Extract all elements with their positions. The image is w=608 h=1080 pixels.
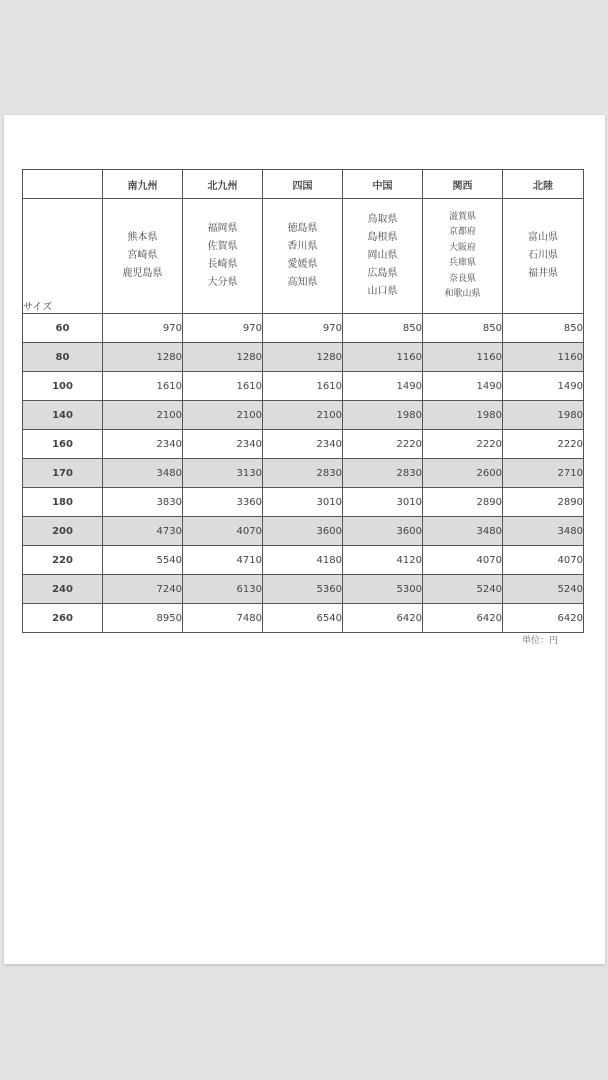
unit-note: 単位：円	[522, 636, 559, 646]
price-cell: 3600	[343, 517, 423, 546]
price-cell: 1160	[503, 343, 584, 372]
prefecture-name: 岡山県	[367, 250, 398, 261]
price-cell: 2830	[343, 459, 423, 488]
price-cell: 2890	[503, 488, 584, 517]
size-column-label: サイズ	[23, 199, 103, 314]
price-cell: 2100	[103, 401, 183, 430]
table-row	[23, 575, 584, 604]
region-header: 北陸	[503, 170, 584, 199]
prefecture-name: 大分県	[207, 277, 238, 288]
region-header: 南九州	[103, 170, 183, 199]
price-cell: 850	[343, 314, 423, 343]
price-cell: 3010	[343, 488, 423, 517]
price-cell: 6420	[423, 604, 503, 633]
price-cell: 3480	[423, 517, 503, 546]
prefecture-name: 福井県	[528, 268, 558, 279]
prefecture-name: 愛媛県	[287, 259, 318, 270]
price-cell: 970	[263, 314, 343, 343]
prefecture-list	[503, 199, 584, 314]
price-cell: 1280	[103, 343, 183, 372]
price-cell: 1980	[423, 401, 503, 430]
size-cell: 200	[23, 517, 103, 546]
prefecture-name: 和歌山県	[444, 289, 481, 299]
prefecture-name: 徳島県	[287, 223, 318, 234]
price-cell: 1610	[263, 372, 343, 401]
price-cell: 2890	[423, 488, 503, 517]
price-cell: 4710	[183, 546, 263, 575]
price-cell: 850	[503, 314, 584, 343]
size-cell: 60	[23, 314, 103, 343]
price-cell: 1280	[183, 343, 263, 372]
price-cell: 2710	[503, 459, 584, 488]
table-row	[23, 459, 584, 488]
price-cell: 2340	[263, 430, 343, 459]
prefecture-name: 広島県	[367, 268, 398, 279]
price-cell: 1610	[103, 372, 183, 401]
table-row	[23, 401, 584, 430]
price-cell: 6540	[263, 604, 343, 633]
price-cell: 5240	[423, 575, 503, 604]
price-cell: 1160	[423, 343, 503, 372]
price-cell: 3830	[103, 488, 183, 517]
size-cell: 240	[23, 575, 103, 604]
prefecture-list	[263, 199, 343, 314]
prefecture-name: 石川県	[528, 250, 558, 261]
price-cell: 3480	[503, 517, 584, 546]
price-cell: 4070	[503, 546, 584, 575]
price-cell: 970	[103, 314, 183, 343]
prefecture-name: 富山県	[528, 232, 558, 243]
price-cell: 3010	[263, 488, 343, 517]
price-cell: 2220	[423, 430, 503, 459]
prefecture-name: 熊本県	[127, 232, 158, 243]
price-cell: 2100	[183, 401, 263, 430]
prefecture-list	[103, 199, 183, 314]
price-cell: 4180	[263, 546, 343, 575]
price-cell: 2600	[423, 459, 503, 488]
prefecture-list	[423, 199, 503, 314]
price-cell: 4070	[423, 546, 503, 575]
prefecture-name: 滋賀県	[448, 211, 476, 222]
size-cell: 140	[23, 401, 103, 430]
region-header: 関西	[423, 170, 503, 199]
region-header: 北九州	[183, 170, 263, 199]
price-cell: 8950	[103, 604, 183, 633]
table-row	[23, 546, 584, 575]
size-cell: 80	[23, 343, 103, 372]
price-cell: 3130	[183, 459, 263, 488]
prefecture-name: 奈良県	[448, 273, 476, 284]
price-cell: 3480	[103, 459, 183, 488]
table-row	[23, 488, 584, 517]
prefecture-name: 長崎県	[207, 259, 238, 270]
size-cell: 100	[23, 372, 103, 401]
region-header: 四国	[263, 170, 343, 199]
price-cell: 6130	[183, 575, 263, 604]
document-page	[4, 115, 605, 964]
price-cell: 1490	[423, 372, 503, 401]
prefecture-name: 山口県	[367, 286, 398, 297]
prefecture-list	[183, 199, 263, 314]
price-cell: 5240	[503, 575, 584, 604]
price-cell: 6420	[503, 604, 584, 633]
size-cell: 220	[23, 546, 103, 575]
price-cell: 1980	[503, 401, 584, 430]
price-cell: 1490	[343, 372, 423, 401]
price-cell: 3600	[263, 517, 343, 546]
table-row	[23, 343, 584, 372]
price-cell: 4120	[343, 546, 423, 575]
size-cell: 180	[23, 488, 103, 517]
prefecture-name: 大阪府	[448, 242, 476, 253]
prefecture-name: 佐賀県	[207, 241, 238, 252]
prefecture-name: 兵庫県	[448, 258, 476, 268]
table-row	[23, 314, 584, 343]
prefecture-name: 鳥取県	[367, 214, 398, 225]
price-cell: 2220	[343, 430, 423, 459]
price-cell: 6420	[343, 604, 423, 633]
prefecture-name: 高知県	[287, 277, 318, 288]
price-cell: 1490	[503, 372, 584, 401]
shipping-rate-table	[22, 169, 584, 633]
price-cell: 850	[423, 314, 503, 343]
prefecture-name: 京都府	[448, 227, 476, 237]
region-header: 中国	[343, 170, 423, 199]
price-cell: 2340	[183, 430, 263, 459]
price-cell: 1280	[263, 343, 343, 372]
price-cell: 1980	[343, 401, 423, 430]
price-cell: 1610	[183, 372, 263, 401]
price-cell: 7240	[103, 575, 183, 604]
prefecture-list	[343, 199, 423, 314]
price-cell: 5360	[263, 575, 343, 604]
price-cell: 2100	[263, 401, 343, 430]
price-cell: 3360	[183, 488, 263, 517]
prefecture-name: 島根県	[367, 232, 398, 243]
price-cell: 2220	[503, 430, 584, 459]
prefecture-name: 福岡県	[207, 223, 238, 234]
price-cell: 5300	[343, 575, 423, 604]
prefecture-name: 香川県	[287, 241, 318, 252]
table-row	[23, 430, 584, 459]
price-cell: 2340	[103, 430, 183, 459]
price-cell: 4070	[183, 517, 263, 546]
price-cell: 1160	[343, 343, 423, 372]
prefecture-name: 宮崎県	[127, 250, 158, 261]
size-cell: 170	[23, 459, 103, 488]
price-cell: 5540	[103, 546, 183, 575]
prefecture-name: 鹿児島県	[122, 268, 163, 279]
size-cell: 160	[23, 430, 103, 459]
price-cell: 2830	[263, 459, 343, 488]
price-cell: 970	[183, 314, 263, 343]
price-cell: 4730	[103, 517, 183, 546]
corner-cell	[23, 170, 103, 199]
price-cell: 7480	[183, 604, 263, 633]
table-row	[23, 372, 584, 401]
table-row	[23, 517, 584, 546]
table-row	[23, 604, 584, 633]
size-cell: 260	[23, 604, 103, 633]
region-header-row	[23, 170, 584, 199]
